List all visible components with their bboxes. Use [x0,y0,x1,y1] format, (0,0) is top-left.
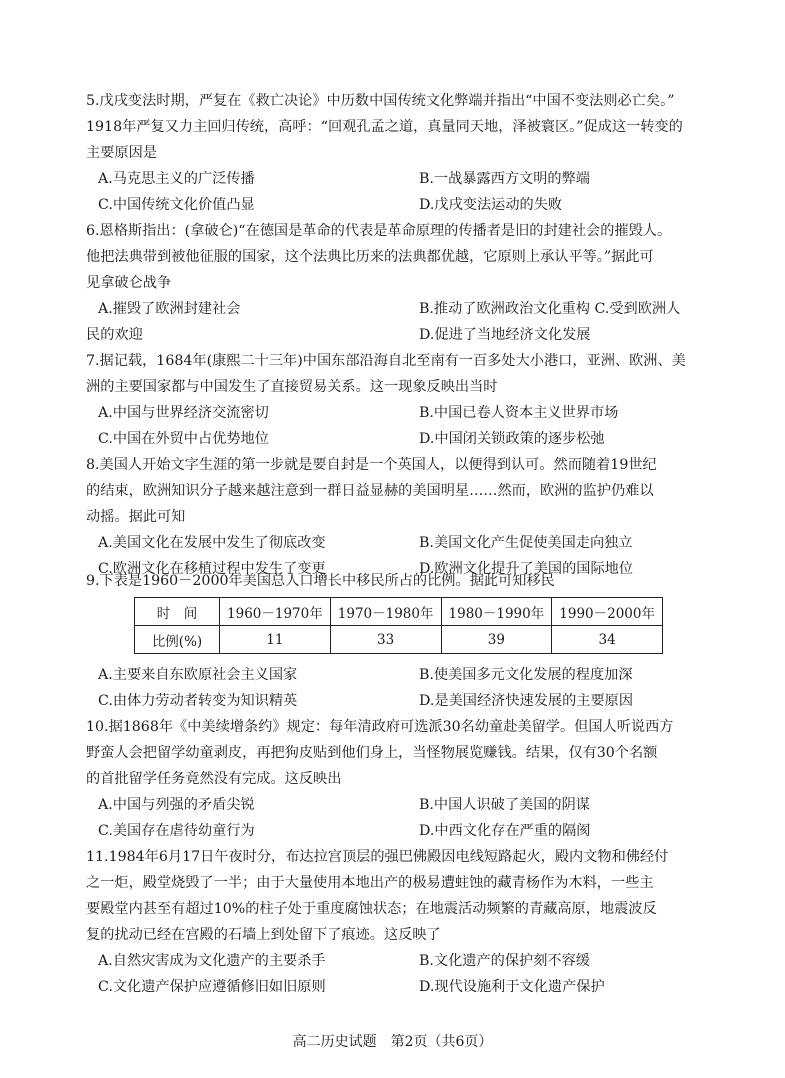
q10-stem-line-1: 10.据1868年《中美续增条约》规定：每年清政府可选派30名幼童赴美留学。但国人听说西方 [86,719,674,735]
q7-stem-line-2: 洲的主要国家都与中国发生了直接贸易关系。这一现象反映出当时 [86,379,498,395]
q8-stem-line-2: 的结束，欧洲知识分子越来越注意到一群日益显赫的美国明星……然而，欧洲的监护仍难以 [86,483,654,499]
q5-stem-line-2: 1918年严复又力主回归传统，高呼：“回观孔孟之道，真量同天地，泽被寰区。”促成这一转变的 [86,119,683,135]
table-row-label: 比例(%) [135,626,220,654]
table-header-cell: 1970－1980年 [330,598,441,626]
q6-option-a: A.摧毁了欧洲封建社会 [98,301,241,317]
q5-stem-line-1: 5.戊戌变法时期，严复在《救亡决论》中历数中国传统文化弊端并指出“中国不变法则必亡矣。” [86,93,675,109]
q10-option-a: A.中国与列强的矛盾尖锐 [98,797,255,813]
table-header-cell: 时 间 [135,598,220,626]
q7-stem-line-1: 7.据记载，1684年(康熙二十三年)中国东部沿海自北至南有一百多处大小港口，亚洲、欧洲、美 [86,353,686,369]
q6-stem-line-3: 见拿破仑战争 [86,275,172,291]
q9-option-c: C.由体力劳动者转变为知识精英 [98,693,298,709]
q10-option-c: C.美国存在虐待幼童行为 [98,823,255,839]
q5-option-c: C.中国传统文化价值凸显 [98,197,255,213]
page-footer: 高二历史试题 第2页（共6页） [292,1034,493,1050]
q9-option-b: B.使美国多元文化发展的程度加深 [419,667,633,683]
q6-stem-line-1: 6.恩格斯指出：(拿破仑)“在德国是革命的代表是革命原理的传播者是旧的封建社会的摧毁人。 [86,223,672,239]
table-header-cell: 1990－2000年 [552,598,663,626]
table-row [135,626,663,654]
q11-option-b: B.文化遗产的保护刻不容缓 [419,953,590,969]
table-cell: 11 [220,626,331,654]
immigration-table [134,597,663,654]
q8-option-b: B.美国文化产生促使美国走向独立 [419,535,633,551]
q6-option-c-cont: 民的欢迎 [86,327,143,343]
table-cell: 34 [552,626,663,654]
q8-option-c: C.欧洲文化在移植过程中发生了变更 [98,561,326,577]
q9-stem-line-1: 9.下表是1960－2000年美国总人口增长中移民所占的比例。据此可知移民 [86,573,555,589]
q11-option-c: C.文化遗产保护应遵循修旧如旧原则 [98,979,326,995]
q8-option-a: A.美国文化在发展中发生了彻底改变 [98,535,326,551]
q7-option-c: C.中国在外贸中占优势地位 [98,431,269,447]
q6-option-b: B.推动了欧洲政治文化重构 C.受到欧洲人 [419,301,681,317]
table-header-row [135,598,663,626]
q6-stem-line-2: 他把法典带到被他征服的国家，这个法典比历来的法典都优越，它原则上承认平等。”据此可 [86,249,654,265]
q11-stem-line-2: 之一炬，殿堂烧毁了一半；由于大量使用本地出产的极易遭蛀蚀的藏青杨作为木料，一些主 [86,875,654,891]
q9-option-d: D.是美国经济快速发展的主要原因 [419,693,634,709]
table-cell: 39 [441,626,552,654]
q11-stem-line-4: 复的扰动已经在宫殿的石墙上到处留下了痕迹。这反映了 [86,927,441,943]
q9-option-a: A.主要来自东欧原社会主义国家 [98,667,298,683]
table-cell: 33 [330,626,441,654]
table-header-cell: 1960－1970年 [220,598,331,626]
q5-option-b: B.一战暴露西方文明的弊端 [419,171,590,187]
q10-stem-line-3: 的首批留学任务竟然没有完成。这反映出 [86,771,342,787]
q5-option-a: A.马克思主义的广泛传播 [98,171,255,187]
q7-option-d: D.中国闭关锁政策的逐步松弛 [419,431,605,447]
q8-stem-line-3: 动摇。据此可知 [86,509,186,525]
q11-stem-line-1: 11.1984年6月17日午夜时分，布达拉宫顶层的强巴佛殿因电线短路起火，殿内文物和佛经付 [86,849,669,865]
q11-option-d: D.现代设施利于文化遗产保护 [419,979,605,995]
q11-stem-line-3: 要殿堂内甚至有超过10%的柱子处于重度腐蚀状态；在地震活动频繁的青藏高原，地震波反 [86,901,657,917]
q6-option-d: D.促进了当地经济文化发展 [419,327,591,343]
q7-option-b: B.中国已卷人资本主义世界市场 [419,405,619,421]
q11-option-a: A.自然灾害成为文化遗产的主要杀手 [98,953,326,969]
table-header-cell: 1980－1990年 [441,598,552,626]
q5-stem-line-3: 主要原因是 [86,145,157,161]
q10-option-d: D.中西文化存在严重的隔阂 [419,823,591,839]
q10-stem-line-2: 野蛮人会把留学幼童剥皮，再把狗皮贴到他们身上，当怪物展览赚钱。结果，仅有30个名额 [86,745,658,761]
q8-option-d: D.欧洲文化提升了美国的国际地位 [419,561,634,577]
q7-option-a: A.中国与世界经济交流密切 [98,405,269,421]
q10-option-b: B.中国人识破了美国的阴谋 [419,797,590,813]
q8-stem-line-1: 8.美国人开始文字生涯的第一步就是要自封是一个英国人，以便得到认可。然而随着19世纪 [86,457,657,473]
q5-option-d: D.戊戌变法运动的失败 [419,197,563,213]
